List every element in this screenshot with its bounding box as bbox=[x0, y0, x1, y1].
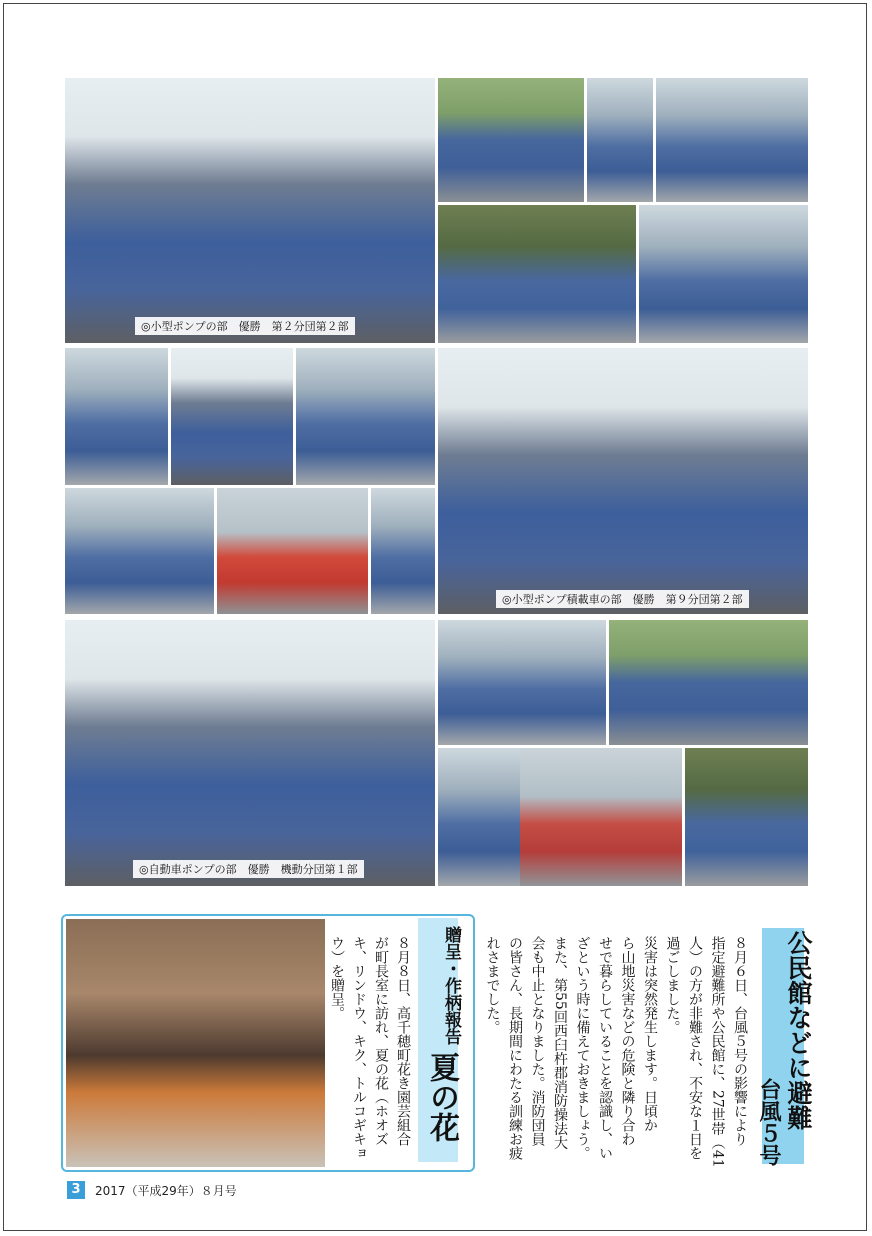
flower-column: が町長室に訪れ、夏の花（ホオズ bbox=[373, 936, 389, 1146]
page-number: 3 bbox=[67, 1181, 85, 1199]
photo-auto-pump-winners bbox=[65, 620, 435, 886]
article-column: の皆さん、長期間にわたる訓練お疲 bbox=[507, 936, 523, 1160]
photo-drill-5 bbox=[639, 205, 808, 343]
photo-drill-7 bbox=[171, 348, 293, 485]
photo-small-pump-winners bbox=[65, 78, 435, 343]
article-column: 指定避難所や公民館に、27世帯（41 bbox=[709, 936, 726, 1168]
issue-label: 2017（平成29年）８月号 bbox=[95, 1184, 237, 1198]
flower-title: 夏の花 bbox=[424, 1052, 459, 1142]
article-column: ら山地災害などの危険と隣り合わ bbox=[619, 936, 636, 1146]
flower-column: キ、リンドウ、キク、トルコギキョ bbox=[351, 936, 367, 1160]
article-column: ８月６日、台風５号の影響により bbox=[732, 936, 748, 1146]
photo-flower-presentation bbox=[66, 919, 325, 1167]
article-column: 災害は突然発生します。日頃か bbox=[642, 936, 658, 1132]
photo-drill-1 bbox=[438, 78, 584, 202]
article-column: 過ごしました。 bbox=[664, 936, 681, 1034]
flower-label: 贈呈・作柄報告 bbox=[441, 926, 461, 1045]
caption-auto-pump: ◎自動車ポンプの部 優勝 機動分団第１部 bbox=[133, 860, 364, 878]
article-column: 会も中止となりました。消防団員 bbox=[529, 936, 546, 1146]
flower-column: ウ）を贈呈。 bbox=[329, 936, 345, 1020]
photo-drill-9 bbox=[65, 488, 214, 614]
article-title: 公民館などに避難 bbox=[784, 930, 813, 1130]
caption-small-pump-truck: ◎小型ポンプ積載車の部 優勝 第９分団第２部 bbox=[496, 590, 749, 608]
photo-drill-2 bbox=[587, 78, 653, 202]
caption-small-pump: ◎小型ポンプの部 優勝 第２分団第２部 bbox=[135, 317, 355, 335]
photo-drill-10 bbox=[371, 488, 435, 614]
article-column: また、第55回西臼杵郡消防操法大 bbox=[552, 936, 568, 1150]
flower-column: ８月８日、高千穂町花き園芸組合 bbox=[395, 936, 411, 1146]
photo-drill-8 bbox=[296, 348, 435, 485]
article-column: ざという時に備えておきましょう。 bbox=[574, 936, 591, 1160]
article-subtitle: 台風５号 bbox=[756, 1078, 781, 1166]
photo-small-pump-truck-winners bbox=[438, 348, 808, 614]
photo-fire-truck-2 bbox=[520, 748, 682, 886]
article-column: 人）の方が非難され、不安な１日を bbox=[687, 936, 703, 1160]
photo-drill-6 bbox=[65, 348, 168, 485]
photo-drill-3 bbox=[656, 78, 808, 202]
photo-drill-4 bbox=[438, 205, 636, 343]
photo-drill-12 bbox=[609, 620, 808, 745]
photo-drill-14 bbox=[685, 748, 808, 886]
photo-drill-11 bbox=[438, 620, 606, 745]
article-column: せで暮らしていることを認識し、い bbox=[597, 936, 613, 1160]
article-column: れさまでした。 bbox=[484, 936, 501, 1034]
photo-fire-truck-1 bbox=[217, 488, 368, 614]
